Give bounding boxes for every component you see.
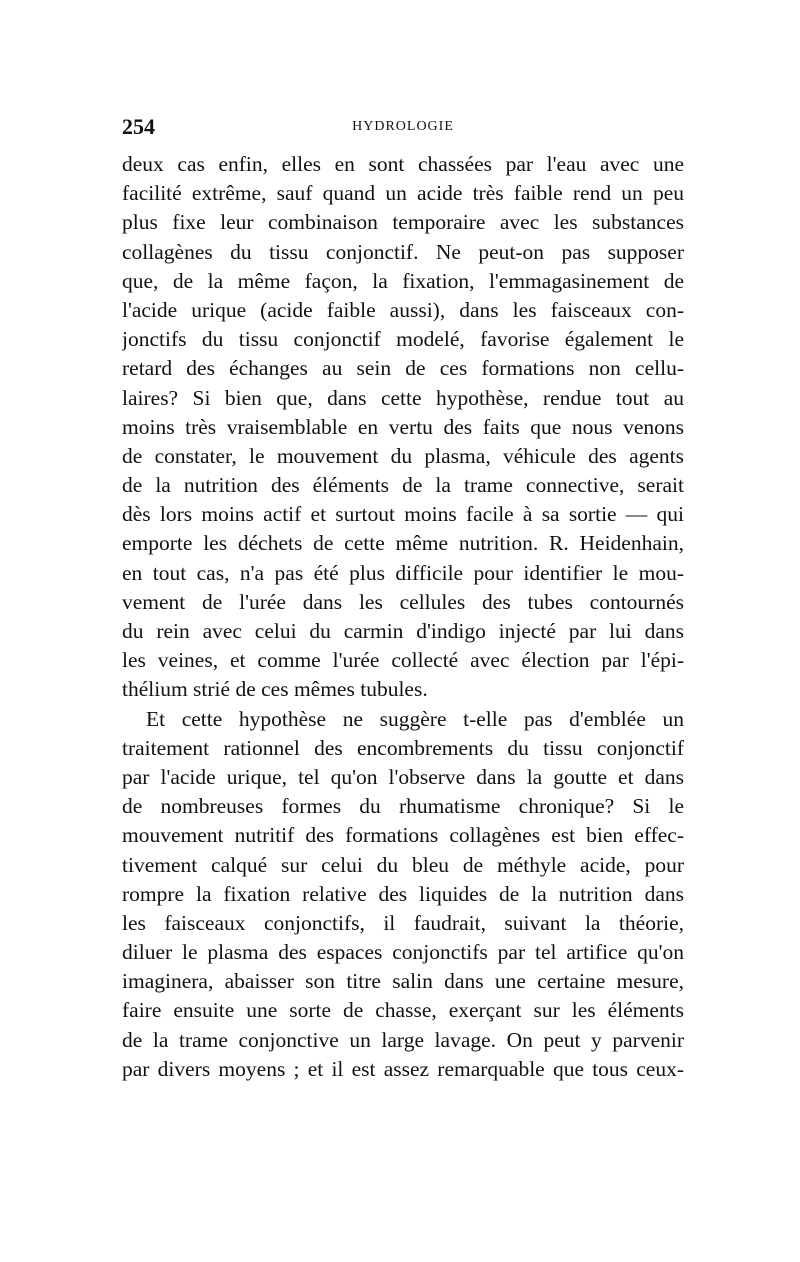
text-line: de la trame conjonctive un large lavage. On peut y parvenir xyxy=(122,1027,684,1052)
text-line: traitement rationnel des encombrements du tissu conjonctif xyxy=(122,735,684,760)
text-line: facilité extrême, sauf quand un acide très faible rend un peu xyxy=(122,181,684,206)
text-line: dès lors moins actif et surtout moins facile à sa sortie — qui xyxy=(122,502,684,527)
text-line: du rein avec celui du carmin d'indigo injecté par lui dans xyxy=(122,619,684,643)
text-line: par l'acide urique, tel qu'on l'observe dans la goutte et dans xyxy=(122,764,684,789)
text-line: par divers moyens ; et il est assez remarquable que tous ceux- xyxy=(122,1056,684,1081)
text-line: que, de la même façon, la fixation, l'emmagasinement de xyxy=(122,268,684,293)
text-line: tivement calqué sur celui du bleu de méthyle acide, pour xyxy=(122,852,684,877)
text-line: retard des échanges au sein de ces formations non cellu- xyxy=(122,356,684,381)
text-line: plus fixe leur combinaison temporaire avec les substances xyxy=(122,210,684,235)
paragraph-end-line: thélium strié de ces mêmes tubules. xyxy=(122,677,428,702)
text-line: rompre la fixation relative des liquides de la nutrition dans xyxy=(122,881,684,906)
paragraph-start-line: Et cette hypothèse ne suggère t-elle pas d'emblée un xyxy=(146,706,684,731)
body-text xyxy=(122,150,684,1084)
text-line: les veines, et comme l'urée collecté avec élection par l'épi- xyxy=(122,648,684,673)
text-line: deux cas enfin, elles en sont chassées par l'eau avec une xyxy=(122,152,684,176)
text-line: de nombreuses formes du rhumatisme chronique? Si le xyxy=(122,794,684,819)
text-line: de la nutrition des éléments de la trame connective, serait xyxy=(122,473,684,498)
text-line: jonctifs du tissu conjonctif modelé, favorise également le xyxy=(122,327,684,352)
text-line: faire ensuite une sorte de chasse, exerçant sur les éléments xyxy=(122,998,684,1023)
text-line: de constater, le mouvement du plasma, véhicule des agents xyxy=(122,443,684,468)
text-line: emporte les déchets de cette même nutrition. R. Heidenhain, xyxy=(122,531,684,556)
text-line: collagènes du tissu conjonctif. Ne peut-on pas supposer xyxy=(122,239,684,264)
text-line: moins très vraisemblable en vertu des faits que nous venons xyxy=(122,414,684,439)
running-head xyxy=(122,115,684,139)
text-line: l'acide urique (acide faible aussi), dans les faisceaux con- xyxy=(122,297,684,322)
text-line: diluer le plasma des espaces conjonctifs par tel artifice qu'on xyxy=(122,940,684,965)
text-line: laires? Si bien que, dans cette hypothèse, rendue tout au xyxy=(122,385,684,410)
text-line: les faisceaux conjonctifs, il faudrait, suivant la théorie, xyxy=(122,910,684,935)
text-line: mouvement nutritif des formations collagènes est bien effec- xyxy=(122,823,684,848)
page-number: 254 xyxy=(122,114,155,139)
text-line: vement de l'urée dans les cellules des tubes contournés xyxy=(122,589,684,614)
text-line: imaginera, abaisser son titre salin dans une certaine mesure, xyxy=(122,969,684,994)
text-line: en tout cas, n'a pas été plus difficile pour identifier le mou- xyxy=(122,560,684,585)
running-title: HYDROLOGIE xyxy=(352,119,454,134)
